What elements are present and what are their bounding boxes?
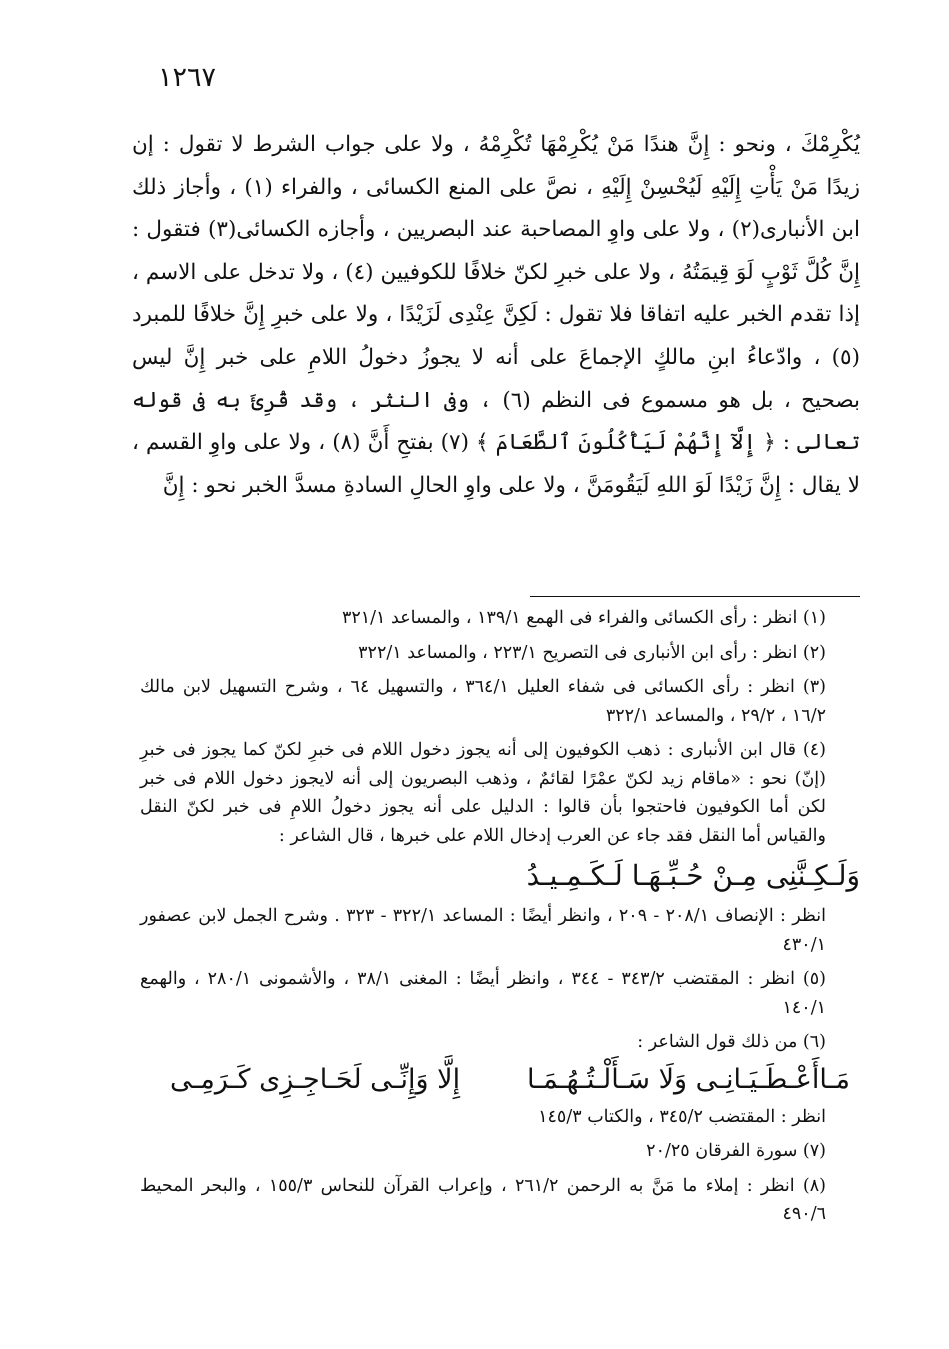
footnote-5-text: (٥) انظر : المقتضب ٣٤٣/٢ - ٣٤٤ ، وانظر أيضًا : المغنى ٣٨/١ ، والأشمونى ٢٨٠/١ ، والهمع ١٤٠/١ — [140, 969, 826, 1018]
footnote-6-verse — [140, 1057, 860, 1103]
footnote-separator — [530, 596, 860, 597]
verse-first-hemistich: مَـاأَعْـطَـيَـانِـى وَلَا سَـأَلْـتُـهُـمَـا — [526, 1063, 850, 1095]
footnote-8-text: (٨) انظر : إملاء ما مَنَّ به الرحمن ٢٦١/٢ ، وإعراب القرآن للنحاس ١٥٥/٣ ، والبحر المحيط ٤٩٠/٦ — [140, 1175, 826, 1224]
page-number: ١٢٦٧ — [158, 62, 217, 93]
footnote-4-verse: وَلَـكِـنَّنِى مِـنْ حُـبِّـهَـا لَـكَـمِـيـدُ — [526, 859, 860, 892]
footnote-1 — [140, 604, 860, 633]
footnote-2-text: (٢) انظر : رأى ابن الأنبارى فى التصريح ٢٢٣/١ ، والمساعد ٣٢٢/١ — [358, 642, 826, 663]
footnote-6-text: (٦) من ذلك قول الشاعر : — [637, 1032, 826, 1052]
footnote-5 — [140, 965, 860, 1022]
verse-second-hemistich: إِلَّا وَإِنِّـى لَحَـاجِـزِى كَـرَمِـى — [170, 1063, 461, 1095]
footnote-3-text: (٣) انظر : رأى الكسائى فى شفاء العليل ٣٦٤/١ ، والتسهيل ٦٤ ، وشرح التسهيل لابن مالك ١٦/٢ ، ٢٩/٢ ، والمساعد ٣٢٢/١ — [140, 677, 826, 726]
footnote-7-text: (٧) سورة الفرقان ٢٠/٢٥ — [646, 1141, 826, 1161]
footnote-2 — [140, 639, 860, 668]
main-paragraph: يُكْرِمْكَ ، ونحو : إِنَّ هندًا مَنْ يُكْرِمْهَا تُكْرِمْهُ ، ولا على جواب الشرط لا تقول : إن زيدًا مَنْ يَأْتِ إِلَيْهِ لَيُحْسِنْ إِلَيْهِ ، نصَّ على المنع الكسائى ، والفراء (١) ، وأجاز ذلك ابن الأنبارى(٢) ، ولا على واوِ المصاحبة عند البصريين ، وأجازه الكسائى(٣) فتقول : إِنَّ كُلَّ ثَوْبٍ لَوَ قِيمَتُهُ ، ولا على خبرِ لكنّ خلافًا للكوفيين (٤) ، ولا تدخل على الاسم ، إذا تقدم الخبر عليه اتفاقا فلا تقول : لَكِنَّ عِنْدِى لَزَيْدًا ، ولا على خبرِ إِنَّ خلافًا للمبرد (٥) ، وادّعاءُ ابنِ مالكٍ الإجماعَ على أنه لا يجوزُ دخولُ اللامِ على خبر إِنَّ ليس بصحيح ، بل هو مسموع فى النظم (٦) ، وفى النثر ، وقد قُرِئَ به فى قوله تعالى : ﴿ إِلَّآ إِنَّهُمْ لَيَأْكُلُونَ ٱلطَّعَامَ ﴾ (٧) بفتحِ أَنَّ (٨) ، ولا على واوِ القسم ، لا يقال : إِنَّ زَيْدًا لَوَ اللهِ لَيَقُومَنَّ ، ولا على واوِ الحالِ السادةِ مسدَّ الخبر نحو : إِنَّ — [132, 132, 861, 498]
footnote-4 — [140, 736, 860, 959]
main-text — [132, 124, 860, 507]
footnote-8 — [140, 1172, 860, 1229]
footnotes — [140, 604, 860, 1235]
footnote-1-text: (١) انظر : رأى الكسائى والفراء فى الهمع ١٣٩/١ ، والمساعد ٣٢١/١ — [341, 608, 826, 628]
footnote-3 — [140, 673, 860, 730]
footnote-7 — [140, 1137, 860, 1166]
footnote-6 — [140, 1028, 860, 1131]
footnote-6-reference: انظر : المقتضب ٣٤٥/٢ ، والكتاب ١٤٥/٣ — [538, 1106, 826, 1127]
footnote-4-text: (٤) قال ابن الأنبارى : ذهب الكوفيون إلى أنه يجوز دخول اللام فى خبرِ لكنّ كما يجوز فى خبرِ (إنّ) نحو : «ماقام زيد لكنّ عمْرًا لقائمٌ ، وذهب البصريون إلى أنه لايجوز دخول اللام فى خبر لكن أما الكوفيون فاحتجوا بأن قالوا : الدليل على أنه يجوز دخولُ اللامِ فى خبر لكنّ النقل والقياس أما النقل فقد جاء عن العرب إدخال اللام على خبرها ، قال الشاعر : — [140, 740, 826, 846]
footnote-4-reference: انظر : الإنصاف ٢٠٨/١ - ٢٠٩ ، وانظر أيضًا : المساعد ٣٢٢/١ - ٣٢٣ . وشرح الجمل لابن عصفور ٤٣٠/١ — [140, 906, 826, 955]
